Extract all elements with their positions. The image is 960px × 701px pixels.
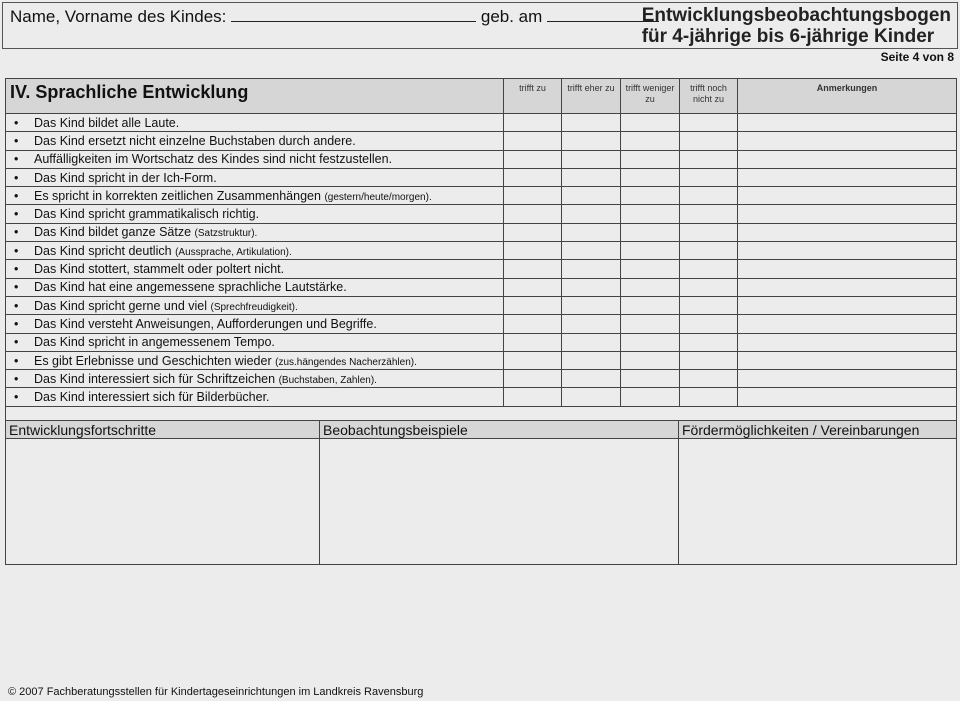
item-note: (Satzstruktur). <box>194 228 258 240</box>
item-label: Das Kind hat eine angemessene sprachliche Lautstärke. <box>34 280 347 295</box>
col-eher-zu: trifft eher zu <box>562 79 621 114</box>
item-label: Das Kind spricht grammatikalisch richtig. <box>34 207 260 222</box>
rating-cell-weniger-zu[interactable] <box>621 260 680 278</box>
rating-cell-noch-nicht-zu[interactable] <box>680 242 738 260</box>
col-noch-nicht-zu: trifft noch nicht zu <box>680 79 738 114</box>
rating-cell-eher-zu[interactable] <box>562 223 621 241</box>
rating-cell-weniger-zu[interactable] <box>621 205 680 223</box>
entwicklungsfortschritte-field[interactable] <box>6 439 320 565</box>
rating-cell-trifft-zu[interactable] <box>504 315 562 333</box>
notes-cell[interactable] <box>738 333 957 351</box>
rating-cell-weniger-zu[interactable] <box>621 333 680 351</box>
bullet-icon: • <box>14 188 19 203</box>
rating-cell-weniger-zu[interactable] <box>621 223 680 241</box>
item-label: Das Kind spricht in angemessenem Tempo. <box>34 335 275 350</box>
notes-cell[interactable] <box>738 315 957 333</box>
rating-cell-weniger-zu[interactable] <box>621 388 680 406</box>
notes-cell[interactable] <box>738 260 957 278</box>
rating-cell-trifft-zu[interactable] <box>504 242 562 260</box>
foerdermoeglichkeiten-field[interactable] <box>679 439 957 565</box>
notes-cell[interactable] <box>738 296 957 314</box>
bullet-icon: • <box>14 225 19 240</box>
item-text <box>6 223 504 241</box>
bullet-icon: • <box>14 152 19 167</box>
item-text <box>6 278 504 296</box>
rating-cell-eher-zu[interactable] <box>562 278 621 296</box>
notes-cell[interactable] <box>738 388 957 406</box>
table-row <box>6 333 957 351</box>
name-field <box>10 7 659 27</box>
section-title: IV. Sprachliche Entwicklung <box>6 79 504 114</box>
rating-cell-eher-zu[interactable] <box>562 351 621 369</box>
rating-cell-noch-nicht-zu[interactable] <box>680 187 738 205</box>
rating-cell-eher-zu[interactable] <box>562 388 621 406</box>
rating-cell-trifft-zu[interactable] <box>504 168 562 186</box>
rating-cell-weniger-zu[interactable] <box>621 370 680 388</box>
notes-cell[interactable] <box>738 150 957 168</box>
rating-cell-weniger-zu[interactable] <box>621 114 680 132</box>
col-entwicklungsfortschritte: Entwicklungsfortschritte <box>6 421 320 439</box>
item-label: Das Kind bildet ganze Sätze <box>34 225 192 240</box>
rating-cell-eher-zu[interactable] <box>562 132 621 150</box>
rating-cell-trifft-zu[interactable] <box>504 114 562 132</box>
rating-cell-trifft-zu[interactable] <box>504 296 562 314</box>
rating-cell-noch-nicht-zu[interactable] <box>680 388 738 406</box>
bullet-icon: • <box>14 280 19 295</box>
rating-cell-weniger-zu[interactable] <box>621 242 680 260</box>
rating-cell-weniger-zu[interactable] <box>621 187 680 205</box>
name-label: Name, Vorname des Kindes: <box>10 7 227 26</box>
table-row <box>6 242 957 260</box>
item-text <box>6 132 504 150</box>
item-label: Das Kind spricht deutlich <box>34 243 172 258</box>
notes-cell[interactable] <box>738 187 957 205</box>
rating-cell-trifft-zu[interactable] <box>504 260 562 278</box>
copyright-footer: © 2007 Fachberatungsstellen für Kindertageseinrichtungen im Landkreis Ravensburg <box>8 686 424 698</box>
table-row <box>6 132 957 150</box>
table-header-row <box>6 79 957 114</box>
item-text <box>6 242 504 260</box>
bullet-icon: • <box>14 262 19 277</box>
table-row <box>6 114 957 132</box>
rating-cell-trifft-zu[interactable] <box>504 388 562 406</box>
rating-cell-weniger-zu[interactable] <box>621 150 680 168</box>
rating-cell-noch-nicht-zu[interactable] <box>680 114 738 132</box>
rating-cell-weniger-zu[interactable] <box>621 315 680 333</box>
rating-cell-trifft-zu[interactable] <box>504 187 562 205</box>
table-row <box>6 351 957 369</box>
rating-cell-eher-zu[interactable] <box>562 205 621 223</box>
spacer-row <box>6 406 957 420</box>
col-weniger-zu: trifft weniger zu <box>621 79 680 114</box>
rating-cell-eher-zu[interactable] <box>562 370 621 388</box>
rating-cell-eher-zu[interactable] <box>562 150 621 168</box>
rating-cell-trifft-zu[interactable] <box>504 223 562 241</box>
rating-cell-noch-nicht-zu[interactable] <box>680 260 738 278</box>
rating-cell-noch-nicht-zu[interactable] <box>680 205 738 223</box>
item-text <box>6 168 504 186</box>
bullet-icon: • <box>14 371 19 386</box>
rating-cell-noch-nicht-zu[interactable] <box>680 333 738 351</box>
rating-cell-eher-zu[interactable] <box>562 114 621 132</box>
col-trifft-zu: trifft zu <box>504 79 562 114</box>
rating-cell-noch-nicht-zu[interactable] <box>680 351 738 369</box>
item-note: (gestern/heute/morgen). <box>324 191 432 203</box>
item-text <box>6 351 504 369</box>
rating-cell-eher-zu[interactable] <box>562 242 621 260</box>
bullet-icon: • <box>14 115 19 130</box>
rating-cell-eher-zu[interactable] <box>562 168 621 186</box>
rating-cell-noch-nicht-zu[interactable] <box>680 132 738 150</box>
item-text <box>6 205 504 223</box>
assessment-table <box>5 78 957 421</box>
table-row <box>6 150 957 168</box>
rating-cell-noch-nicht-zu[interactable] <box>680 168 738 186</box>
title-line-2: für 4-jährige bis 6-jährige Kinder <box>641 26 935 47</box>
notes-cell[interactable] <box>738 205 957 223</box>
bullet-icon: • <box>14 207 19 222</box>
rating-cell-trifft-zu[interactable] <box>504 278 562 296</box>
table-row <box>6 260 957 278</box>
rating-cell-eher-zu[interactable] <box>562 296 621 314</box>
notes-cell[interactable] <box>738 370 957 388</box>
table-row <box>6 315 957 333</box>
rating-cell-trifft-zu[interactable] <box>504 333 562 351</box>
rating-cell-trifft-zu[interactable] <box>504 132 562 150</box>
item-label: Auffälligkeiten im Wortschatz des Kindes sind nicht festzustellen. <box>34 152 393 167</box>
item-text <box>6 150 504 168</box>
item-label: Das Kind interessiert sich für Schriftzeichen <box>34 371 276 386</box>
rating-cell-trifft-zu[interactable] <box>504 370 562 388</box>
rating-cell-eher-zu[interactable] <box>562 315 621 333</box>
bullet-icon: • <box>14 316 19 331</box>
col-beobachtungsbeispiele: Beobachtungsbeispiele <box>320 421 679 439</box>
item-note: (Aussprache, Artikulation). <box>175 246 292 258</box>
rating-cell-trifft-zu[interactable] <box>504 150 562 168</box>
rating-cell-trifft-zu[interactable] <box>504 351 562 369</box>
notes-cell[interactable] <box>738 242 957 260</box>
rating-cell-noch-nicht-zu[interactable] <box>680 315 738 333</box>
rating-cell-trifft-zu[interactable] <box>504 205 562 223</box>
table-row <box>6 187 957 205</box>
rating-cell-noch-nicht-zu[interactable] <box>680 296 738 314</box>
item-label: Das Kind versteht Anweisungen, Aufforderungen und Begriffe. <box>34 316 377 331</box>
item-label: Es gibt Erlebnisse und Geschichten wieder <box>34 353 272 368</box>
rating-cell-noch-nicht-zu[interactable] <box>680 150 738 168</box>
table-row <box>6 223 957 241</box>
item-text <box>6 315 504 333</box>
rating-cell-weniger-zu[interactable] <box>621 351 680 369</box>
table-row <box>6 370 957 388</box>
bullet-icon: • <box>14 170 19 185</box>
item-text <box>6 187 504 205</box>
item-note: (Sprechfreudigkeit). <box>210 301 298 313</box>
rating-cell-eher-zu[interactable] <box>562 333 621 351</box>
item-label: Das Kind spricht in der Ich-Form. <box>34 170 217 185</box>
item-text <box>6 296 504 314</box>
name-input-line[interactable] <box>231 8 476 22</box>
notes-cell[interactable] <box>738 351 957 369</box>
notes-cell[interactable] <box>738 132 957 150</box>
item-label: Das Kind spricht gerne und viel <box>34 298 208 313</box>
item-text <box>6 388 504 406</box>
notes-cell[interactable] <box>738 168 957 186</box>
item-label: Das Kind ersetzt nicht einzelne Buchstaben durch andere. <box>34 133 356 148</box>
page-number: Seite 4 von 8 <box>880 50 954 64</box>
form-header <box>2 2 958 49</box>
col-anmerkungen: Anmerkungen <box>738 79 957 114</box>
bullet-icon: • <box>14 298 19 313</box>
item-label: Das Kind stottert, stammelt oder poltert nicht. <box>34 262 285 277</box>
rating-cell-eher-zu[interactable] <box>562 187 621 205</box>
bullet-icon: • <box>14 353 19 368</box>
rating-cell-weniger-zu[interactable] <box>621 168 680 186</box>
item-text <box>6 260 504 278</box>
table-row <box>6 296 957 314</box>
rating-cell-noch-nicht-zu[interactable] <box>680 223 738 241</box>
table-row <box>6 168 957 186</box>
bullet-icon: • <box>14 243 19 258</box>
item-note: (zus.hängendes Nacherzählen). <box>275 356 417 368</box>
item-label: Das Kind interessiert sich für Bilderbücher. <box>34 390 270 405</box>
rating-cell-weniger-zu[interactable] <box>621 296 680 314</box>
notes-cell[interactable] <box>738 223 957 241</box>
notes-cell[interactable] <box>738 114 957 132</box>
title-line-1: Entwicklungsbeobachtungsbogen <box>641 5 951 26</box>
rating-cell-noch-nicht-zu[interactable] <box>680 278 738 296</box>
birth-label: geb. am <box>480 7 543 26</box>
item-text <box>6 114 504 132</box>
table-row <box>6 388 957 406</box>
form-title <box>642 5 951 47</box>
table-row <box>6 205 957 223</box>
beobachtungsbeispiele-field[interactable] <box>320 439 679 565</box>
rating-cell-weniger-zu[interactable] <box>621 132 680 150</box>
table-row <box>6 278 957 296</box>
item-text <box>6 333 504 351</box>
rating-cell-weniger-zu[interactable] <box>621 278 680 296</box>
bullet-icon: • <box>14 133 19 148</box>
item-text <box>6 370 504 388</box>
summary-table <box>5 420 957 565</box>
bullet-icon: • <box>14 335 19 350</box>
rating-cell-eher-zu[interactable] <box>562 260 621 278</box>
item-label: Es spricht in korrekten zeitlichen Zusammenhängen <box>34 188 321 203</box>
notes-cell[interactable] <box>738 278 957 296</box>
item-label: Das Kind bildet alle Laute. <box>34 115 180 130</box>
rating-cell-noch-nicht-zu[interactable] <box>680 370 738 388</box>
item-note: (Buchstaben, Zahlen). <box>278 374 377 386</box>
col-foerdermoeglichkeiten: Fördermöglichkeiten / Vereinbarungen <box>679 421 957 439</box>
bullet-icon: • <box>14 390 19 405</box>
